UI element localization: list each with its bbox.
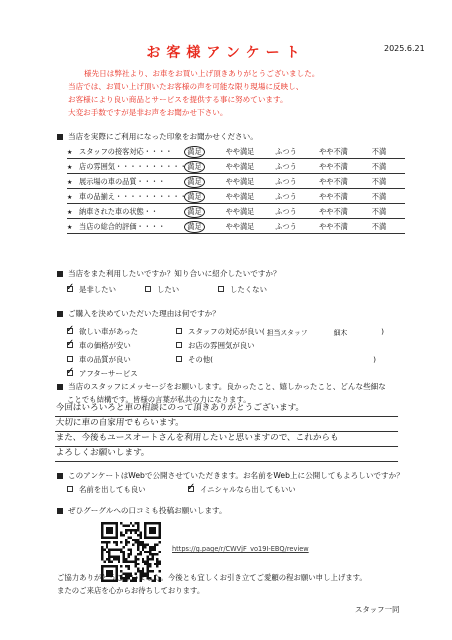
message-area <box>55 400 398 460</box>
rating-row <box>67 161 405 174</box>
star-icon: ★ <box>67 193 73 201</box>
rating-choice-label: やや不満 <box>319 207 348 216</box>
option-label: アフターサービス <box>79 369 138 378</box>
rating-choice[interactable] <box>359 207 399 217</box>
rating-choice-label: 不満 <box>371 192 387 201</box>
q3-option[interactable] <box>66 365 138 379</box>
square-bullet-icon <box>57 311 63 317</box>
option-label: 車の価格が安い <box>79 341 131 350</box>
rating-choice[interactable] <box>359 222 399 232</box>
rating-row-label: スタッフの接客対応・・・・ <box>79 147 173 156</box>
rating-row-label: 店の雰囲気・・・・・・・・・・ <box>79 162 187 171</box>
checkbox-icon[interactable] <box>187 481 196 493</box>
q3-option[interactable] <box>67 354 131 365</box>
intro-line: お客様により良い商品とサービスを提供する事に努めています。 <box>68 95 288 104</box>
q4-title-2: ことでも結構です。皆様の言葉が私共の力になります。 <box>67 395 251 404</box>
q2-option-no[interactable] <box>218 284 267 295</box>
survey-date: 2025.6.21 <box>384 44 425 53</box>
intro-line: 様先日は弊社より、お車をお買い上げ頂きありがとうございました。 <box>84 69 320 78</box>
intro-text <box>68 67 319 119</box>
q2-option-yes[interactable] <box>66 281 116 295</box>
rating-choice-label: 満足 <box>184 146 204 158</box>
rating-choice-label: やや満足 <box>225 147 255 156</box>
rating-row-label: 当店の総合的評価・・・・ <box>79 222 166 231</box>
square-bullet-icon <box>57 134 63 140</box>
checkbox-icon[interactable] <box>66 281 75 293</box>
intro-line: 当店では、お買い上げ頂いたお客様の声を可能な限り現場に反映し、 <box>68 82 304 91</box>
checkbox-icon[interactable] <box>218 286 224 292</box>
q5-option-initial[interactable] <box>187 481 296 495</box>
q1-title: 当店を実際にご利用になった印象をお聞かせください。 <box>68 132 258 141</box>
rating-row-label: 車の品揃え・・・・・・・・・・ <box>79 192 187 201</box>
footer-line: またのご来店を心からお待ちしております。 <box>57 586 205 595</box>
rating-choice[interactable] <box>173 191 216 203</box>
message-line: また、今後もユースオートさんを利用したいと思いますので、これからも <box>55 430 399 447</box>
checkbox-icon[interactable] <box>66 365 75 377</box>
rating-choice[interactable] <box>173 161 216 173</box>
star-icon: ★ <box>67 148 73 156</box>
q6-heading <box>57 505 227 516</box>
checkbox-icon[interactable] <box>66 337 75 349</box>
rating-choice[interactable] <box>308 192 359 202</box>
q3-option[interactable] <box>176 354 376 365</box>
option-label: イニシャルなら出してもいい <box>200 485 296 494</box>
rating-choice[interactable] <box>264 177 308 187</box>
rating-choice[interactable] <box>216 147 264 157</box>
footer-line: ご協力ありがとうございました。今後とも宜しくお引き立てご愛顧の程お願い申し上げます。 <box>57 573 367 582</box>
rating-choice-label: やや満足 <box>225 207 255 216</box>
checkbox-icon[interactable] <box>176 356 182 362</box>
checkbox-icon[interactable] <box>66 323 75 335</box>
rating-choice-label: 不満 <box>371 162 387 171</box>
option-label: 是非したい <box>79 285 116 294</box>
rating-row-label: 納車された車の状態・・ <box>79 207 159 216</box>
checkmark-icon: ✓ <box>66 337 75 349</box>
rating-choice[interactable] <box>216 222 264 232</box>
rating-choice-label: ふつう <box>275 192 297 201</box>
rating-choice-label: ふつう <box>275 147 297 156</box>
star-icon: ★ <box>67 223 73 231</box>
q5-heading <box>57 470 404 481</box>
rating-choice-label: やや満足 <box>225 162 255 171</box>
q3-heading <box>57 308 220 319</box>
rating-choice[interactable] <box>308 207 359 217</box>
checkmark-icon: ✓ <box>66 323 75 335</box>
rating-row <box>67 206 405 219</box>
rating-choice-label: やや満足 <box>225 222 255 231</box>
rating-choice[interactable] <box>216 162 264 172</box>
rating-choice[interactable] <box>359 192 399 202</box>
rating-choice[interactable] <box>216 192 264 202</box>
q2-title: 当店をまた利用したいですか？知り合いに紹介したいですか？ <box>68 269 281 278</box>
rating-choice-label: ふつう <box>275 207 297 216</box>
rating-choice[interactable] <box>359 147 399 157</box>
close-paren: ) <box>381 327 385 336</box>
rating-choice-label: やや不満 <box>319 147 348 156</box>
q1-heading <box>57 131 258 142</box>
option-label: したい <box>157 285 180 294</box>
q6-title: ぜひグーグルへの口コミも投稿お願いします。 <box>68 506 227 515</box>
rating-row <box>67 146 405 159</box>
rating-choice-label: 満足 <box>184 191 204 203</box>
rating-row-label: 展示場の車の品質・・・・ <box>79 177 166 186</box>
rating-choice[interactable] <box>308 162 359 172</box>
intro-line: 大変お手数ですが是非お声をお聞かせ下さい。 <box>68 108 228 117</box>
checkbox-icon[interactable] <box>176 328 182 334</box>
rating-row <box>67 191 405 204</box>
staff-name: 細木 <box>333 328 348 337</box>
rating-choice-label: 不満 <box>371 147 387 156</box>
rating-choice-label: ふつう <box>275 177 297 186</box>
square-bullet-icon <box>57 473 63 479</box>
q3-option[interactable] <box>176 340 255 351</box>
checkmark-icon: ✓ <box>187 481 196 493</box>
rating-choice[interactable] <box>308 177 359 187</box>
star-icon: ★ <box>67 208 73 216</box>
rating-row <box>67 221 405 234</box>
q2-option-maybe[interactable] <box>145 284 179 295</box>
review-link[interactable]: https://g.page/r/CWVjF_vo19I-EBQ/review <box>172 545 309 553</box>
q3-option[interactable] <box>176 326 384 337</box>
rating-choice[interactable] <box>216 207 264 217</box>
option-label: したくない <box>230 285 267 294</box>
rating-choice[interactable] <box>264 162 308 172</box>
rating-row <box>67 176 405 189</box>
rating-choice[interactable] <box>264 222 308 232</box>
rating-choice[interactable] <box>173 221 216 233</box>
q4-heading <box>57 381 386 392</box>
option-label: 欲しい車があった <box>79 327 139 336</box>
rating-choice-label: やや満足 <box>225 177 255 186</box>
option-label: 名前を出しても良い <box>79 485 146 494</box>
message-line: よろしくお願いします。 <box>55 445 399 462</box>
rating-choice-label: やや不満 <box>319 192 348 201</box>
rating-choice-label: 満足 <box>184 221 204 233</box>
star-icon: ★ <box>67 163 73 171</box>
rating-choice-label: ふつう <box>275 222 297 231</box>
rating-choice-label: 不満 <box>371 222 387 231</box>
signature: スタッフ一同 <box>355 605 400 614</box>
checkbox-icon[interactable] <box>67 486 73 492</box>
message-line: 大切に車の自家用でもらいます。 <box>55 415 399 432</box>
message-line: 今回はいろいろと車の相談にのって頂きありがとうございます。 <box>55 400 399 417</box>
rating-choice-label: やや満足 <box>225 192 255 201</box>
rating-choice-label: やや不満 <box>319 162 348 171</box>
rating-choice-label: 不満 <box>371 177 387 186</box>
rating-choice-label: 不満 <box>371 207 387 216</box>
q3-option[interactable] <box>66 323 139 337</box>
checkbox-icon[interactable] <box>67 356 73 362</box>
option-label: その他( <box>188 355 214 364</box>
rating-choice[interactable] <box>264 147 308 157</box>
rating-choice-label: 満足 <box>184 206 204 218</box>
square-bullet-icon <box>57 384 63 390</box>
option-label: スタッフの対応が良い( <box>188 327 265 336</box>
rating-choice[interactable] <box>173 206 216 218</box>
q4-title: 当店のスタッフにメッセージをお願いします。良かったこと、嬉しかったこと、どんな些細な <box>68 382 386 391</box>
q5-title: このアンケートはWebで公開させていただきます。お名前をWeb上に公開してもよろしいですか？ <box>68 471 404 480</box>
rating-choice[interactable] <box>173 176 216 188</box>
q5-option-name[interactable] <box>67 484 146 495</box>
close-paren: ) <box>373 355 376 364</box>
q3-option[interactable] <box>66 337 131 351</box>
staff-label: 担当スタッフ <box>266 328 308 337</box>
rating-choice-label: やや不満 <box>319 177 348 186</box>
rating-choice[interactable] <box>359 177 399 187</box>
rating-choice[interactable] <box>216 177 264 187</box>
q3-title: ご購入を決めていただいた理由は何ですか？ <box>68 309 220 318</box>
option-label: 車の品質が良い <box>79 355 131 364</box>
rating-choice[interactable] <box>359 162 399 172</box>
checkmark-icon: ✓ <box>66 365 75 377</box>
star-icon: ★ <box>67 178 73 186</box>
square-bullet-icon <box>57 271 63 277</box>
checkmark-icon: ✓ <box>66 281 75 293</box>
checkbox-icon[interactable] <box>176 342 182 348</box>
rating-choice-label: ふつう <box>275 162 297 171</box>
rating-choice-label: 満足 <box>184 161 204 173</box>
rating-choice[interactable] <box>264 192 308 202</box>
rating-choice[interactable] <box>264 207 308 217</box>
rating-choice-label: 満足 <box>184 176 204 188</box>
square-bullet-icon <box>57 508 63 514</box>
option-label: お店の雰囲気が良い <box>188 341 255 350</box>
page-title: お客様アンケート <box>146 45 306 61</box>
rating-choice[interactable] <box>308 147 359 157</box>
q2-heading <box>57 268 281 279</box>
rating-choice[interactable] <box>173 146 216 158</box>
rating-choice[interactable] <box>308 222 359 232</box>
rating-choice-label: やや不満 <box>319 222 348 231</box>
checkbox-icon[interactable] <box>145 286 151 292</box>
